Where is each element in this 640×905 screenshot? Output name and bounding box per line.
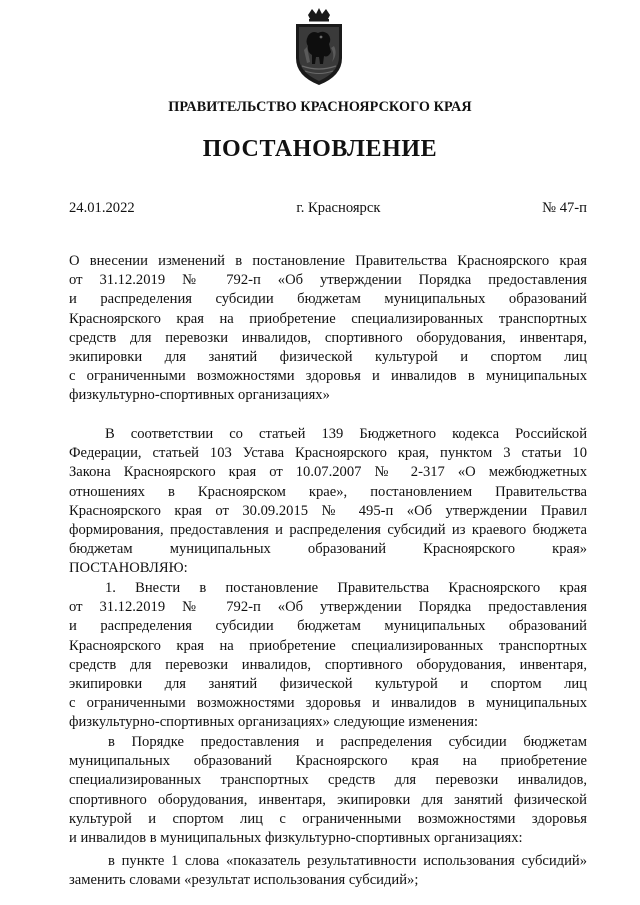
resolve-word: ПОСТАНОВЛЯЮ: xyxy=(69,560,188,577)
government-title: ПРАВИТЕЛЬСТВО КРАСНОЯРСКОГО КРАЯ xyxy=(168,99,472,115)
subject-line: Красноярского края на приобретение специализированных транспортных xyxy=(69,310,587,327)
body-line: Закона Красноярского края от 10.07.2007 № 2-317 «О межбюджетных xyxy=(69,464,587,481)
body-line: специализированных транспортных средств для перевозки инвалидов, xyxy=(69,772,587,789)
subject-line: физкультурно-спортивных организациях» xyxy=(69,387,330,404)
document-city: г. Красноярск xyxy=(296,200,381,216)
body-line: и распределения субсидии бюджетам муниципальных образований xyxy=(69,618,587,635)
subject-line: от 31.12.2019 № 792-п «Об утверждении Порядка предоставления xyxy=(69,272,587,289)
subject-line: средств для перевозки инвалидов, спортивного оборудования, инвентаря, xyxy=(69,329,587,346)
body-line: и инвалидов в муниципальных физкультурно-спортивных организациях: xyxy=(69,829,523,846)
document-date: 24.01.2022 xyxy=(69,200,135,216)
body-line: в Порядке предоставления и распределения субсидии бюджетам xyxy=(108,734,587,750)
body-line: 1. Внести в постановление Правительства Красноярского края xyxy=(105,580,587,596)
body-line: в пункте 1 слова «показатель результативности использования субсидий» xyxy=(108,853,587,869)
body-line: отношениях в Красноярском крае», постановлением Правительства xyxy=(69,483,587,500)
subject-line: и распределения субсидии бюджетам муниципальных образований xyxy=(69,291,587,308)
document-subject xyxy=(69,252,587,406)
coat-of-arms-icon xyxy=(290,6,348,88)
body-line: спортивного оборудования, инвентаря, экипировки для занятий физической xyxy=(69,791,587,808)
preamble-paragraph xyxy=(69,425,587,579)
subject-line: О внесении изменений в постановление Правительства Красноярского края xyxy=(69,253,587,269)
point-1-paragraph xyxy=(69,852,587,890)
body-line: муниципальных образований Красноярского края на приобретение xyxy=(69,753,587,770)
body-line: В соответствии со статьей 139 Бюджетного кодекса Российской xyxy=(105,426,587,442)
body-line: Красноярского края на приобретение специализированных транспортных xyxy=(69,637,587,654)
document-type-title: ПОСТАНОВЛЕНИЕ xyxy=(202,136,438,162)
body-line: Федерации, статьей 103 Устава Красноярского края, пунктом 3 статьи 10 xyxy=(69,445,587,462)
procedure-paragraph xyxy=(69,733,587,848)
body-line: заменить словами «результат использования субсидий»; xyxy=(69,872,419,889)
document-meta-row xyxy=(69,200,587,217)
body-line: от 31.12.2019 № 792-п «Об утверждении Порядка предоставления xyxy=(69,599,587,616)
body-line: бюджетам муниципальных образований Красноярского края» xyxy=(69,541,587,558)
subject-line: экипировки для занятий физической культурой и спортом лиц xyxy=(69,348,587,365)
body-line: формирования, предоставления и распределения субсидий из краевого бюджета xyxy=(69,521,587,538)
body-line: с ограниченными возможностями здоровья и инвалидов в муниципальных xyxy=(69,695,587,712)
item-1-paragraph xyxy=(69,579,587,733)
body-line: физкультурно-спортивных организациях» следующие изменения: xyxy=(69,714,479,731)
body-line: средств для перевозки инвалидов, спортивного оборудования, инвентаря, xyxy=(69,656,587,673)
body-line: экипировки для занятий физической культурой и спортом лиц xyxy=(69,675,587,692)
body-line: культурой и спортом лиц с ограниченными возможностями здоровья xyxy=(69,810,587,827)
document-number: № 47-п xyxy=(542,200,587,216)
body-line: Красноярского края от 30.09.2015 № 495-п «Об утверждении Правил xyxy=(69,502,587,519)
subject-line: с ограниченными возможностями здоровья и инвалидов в муниципальных xyxy=(69,368,587,385)
